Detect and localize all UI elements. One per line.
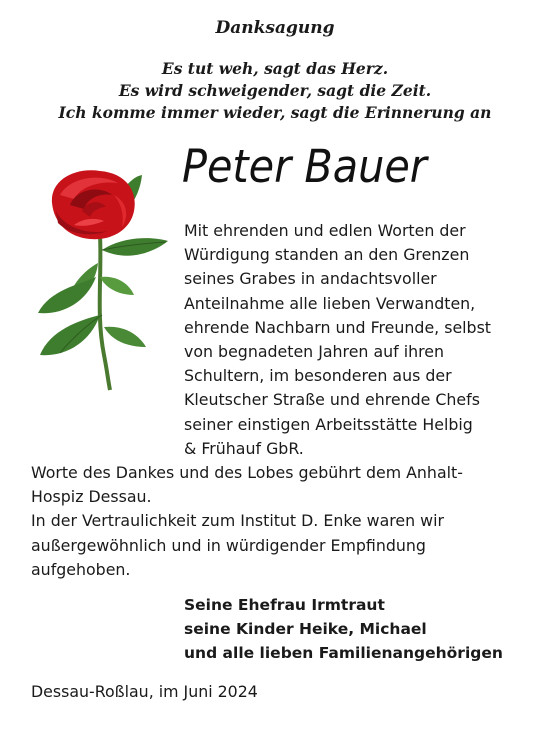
text-line: Schultern, im besonderen aus der xyxy=(184,366,452,386)
deceased-name: Peter Bauer xyxy=(182,140,427,193)
text-line: Mit ehrenden und edlen Worten der xyxy=(184,221,466,240)
notice-heading: Danksagung xyxy=(215,18,335,38)
signature-line: seine Kinder Heike, Michael xyxy=(184,620,427,638)
text-line: Anteilnahme alle lieben Verwandten, xyxy=(184,293,476,313)
poem-line: Es tut weh, sagt das Herz. xyxy=(161,59,389,78)
poem-line: Es wird schweigender, sagt die Zeit. xyxy=(118,81,432,100)
red-rose-icon xyxy=(30,165,170,395)
text-line: Würdigung standen an den Grenzen xyxy=(184,245,470,265)
text-line: von begnadeten Jahren auf ihren xyxy=(184,342,445,362)
text-line: ehrende Nachbarn und Freunde, selbst xyxy=(184,317,492,337)
signature-line: Seine Ehefrau Irmtraut xyxy=(184,596,385,614)
poem xyxy=(0,58,550,124)
text-line: aufgehoben. xyxy=(31,559,131,579)
text-line: Kleutscher Straße und ehrende Chefs xyxy=(184,390,480,410)
text-line: & Frühauf GbR. xyxy=(184,438,304,458)
family-signature xyxy=(184,593,503,665)
place-date: Dessau-Roßlau, im Juni 2024 xyxy=(31,682,258,701)
poem-line: Ich komme immer wieder, sagt die Erinnerung an xyxy=(58,103,492,122)
thanks-paragraph-2 xyxy=(31,461,531,582)
text-line: In der Vertraulichkeit zum Institut D. Enke waren wir xyxy=(31,511,444,531)
text-line: Hospiz Dessau. xyxy=(31,487,152,507)
thanks-paragraph-1 xyxy=(184,219,524,461)
signature-line: und alle lieben Familienangehörigen xyxy=(184,644,503,662)
text-line: Worte des Dankes und des Lobes gebührt dem Anhalt- xyxy=(31,463,463,482)
text-line: außergewöhnlich und in würdigender Empfindung xyxy=(31,535,426,555)
text-line: seines Grabes in andachtsvoller xyxy=(184,269,437,289)
text-line: seiner einstigen Arbeitsstätte Helbig xyxy=(184,414,473,434)
